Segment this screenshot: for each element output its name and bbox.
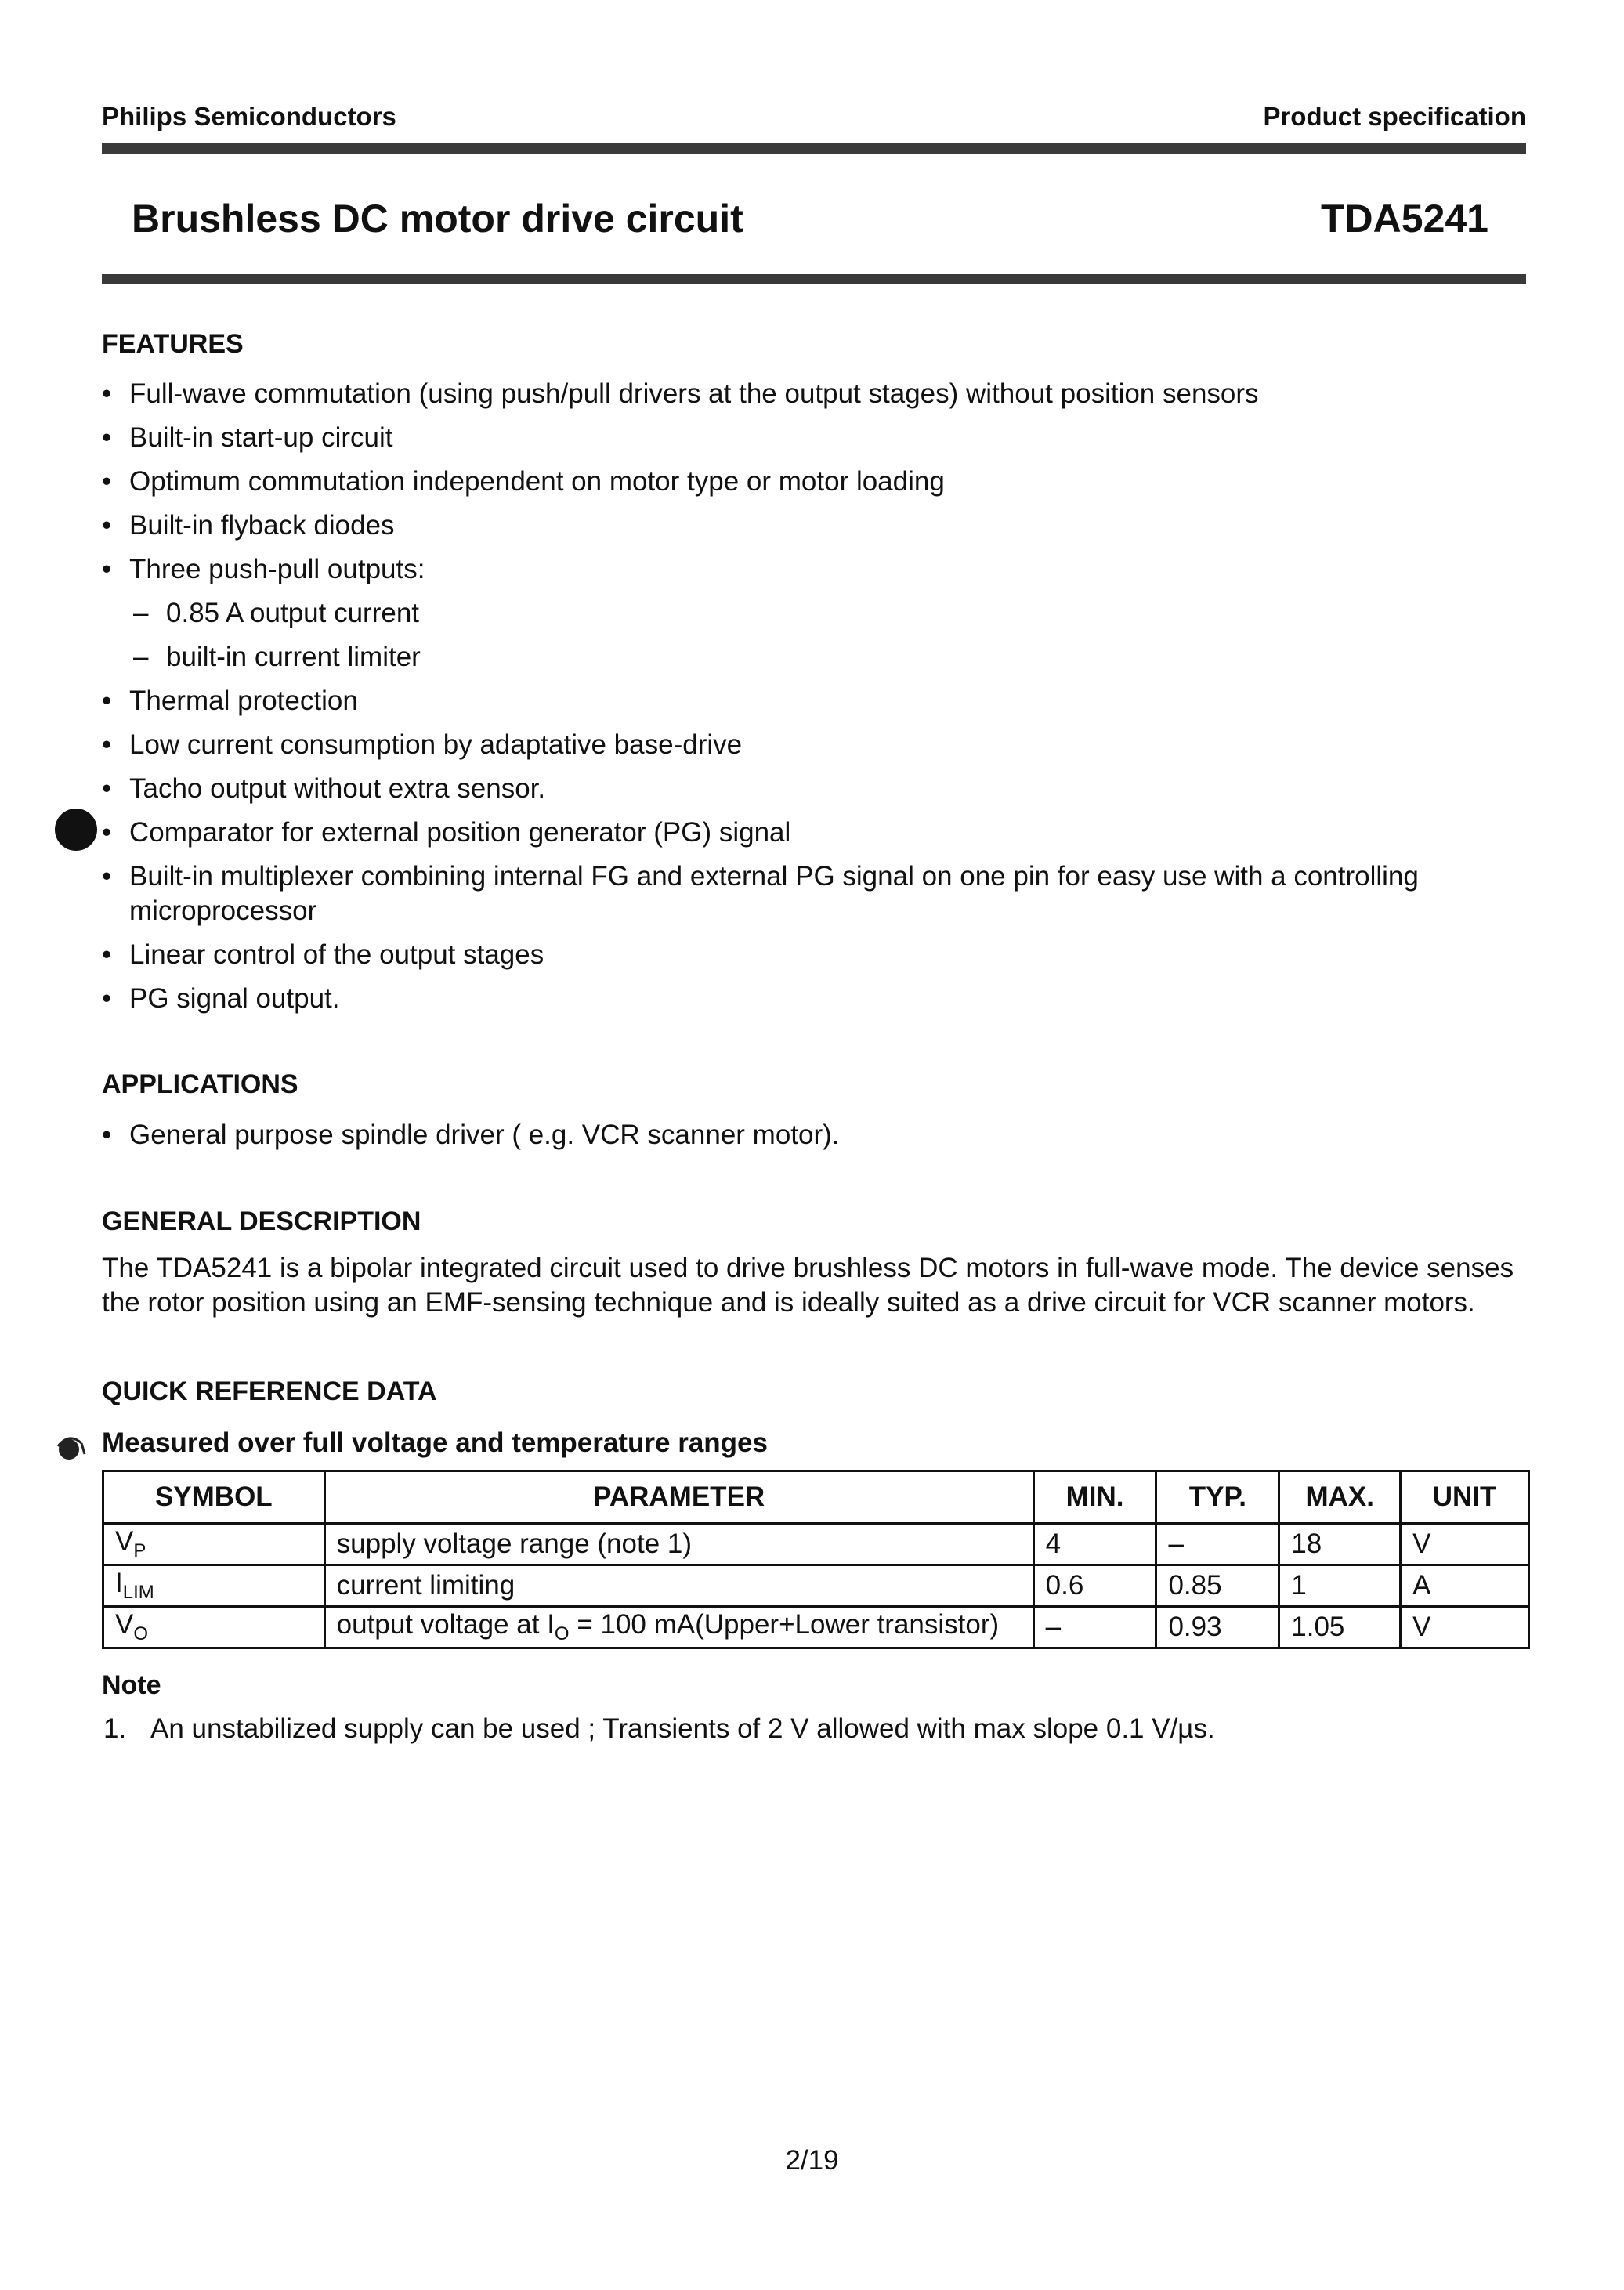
column-header: PARAMETER <box>324 1471 1033 1524</box>
column-header: MIN. <box>1033 1471 1156 1524</box>
min-cell: 0.6 <box>1033 1565 1156 1607</box>
table-row <box>103 1607 1529 1648</box>
title-rule <box>102 274 1526 284</box>
note-heading: Note <box>102 1670 161 1700</box>
part-number: TDA5241 <box>1321 197 1488 241</box>
typ-cell: 0.85 <box>1156 1565 1279 1607</box>
symbol-cell: $I_{LIM}$ <box>103 1565 325 1607</box>
header-rule <box>102 143 1526 154</box>
table-row <box>103 1565 1529 1607</box>
column-header: SYMBOL <box>103 1471 325 1524</box>
max-cell: 1 <box>1279 1565 1401 1607</box>
unit-cell: A <box>1401 1565 1529 1607</box>
symbol-cell: $V_P$ <box>103 1524 325 1565</box>
table-row <box>103 1524 1529 1565</box>
max-cell: 1.05 <box>1279 1607 1401 1648</box>
typ-cell: – <box>1156 1524 1279 1565</box>
table-header-row <box>103 1471 1529 1524</box>
quick-reference-heading: QUICK REFERENCE DATA <box>102 1377 437 1406</box>
unit-cell: V <box>1401 1607 1529 1648</box>
note-number: 1. <box>103 1713 127 1744</box>
min-cell: – <box>1033 1607 1156 1648</box>
unit-cell: V <box>1401 1524 1529 1565</box>
features-heading: FEATURES <box>102 329 244 359</box>
quick-reference-subheading: Measured over full voltage and temperature ranges <box>102 1427 768 1458</box>
min-cell: 4 <box>1033 1524 1156 1565</box>
parameter-cell: supply voltage range (note 1) <box>324 1524 1033 1565</box>
applications-heading: APPLICATIONS <box>102 1069 298 1099</box>
general-description-text: The TDA5241 is a bipolar integrated circuit used to drive brushless DC motors in full-wave mode. The device senses the rotor position using an EMF-sensing technique and is ideally suited as a drive circuit for VCR scanner motors. <box>102 1253 1514 1318</box>
column-header: TYP. <box>1156 1471 1279 1524</box>
column-header: UNIT <box>1401 1471 1529 1524</box>
page-number: 2/19 <box>785 2145 839 2176</box>
document-type: Product specification <box>1263 102 1526 131</box>
note-text: An unstabilized supply can be used ; Transients of 2 V allowed with max slope 0.1 V/µs. <box>150 1713 1215 1744</box>
max-cell: 18 <box>1279 1524 1401 1565</box>
revision-icon <box>52 1431 88 1467</box>
parameter-cell: output voltage at $I_O = 100$ mA(Upper+Lower transistor) <box>324 1607 1033 1648</box>
company-name: Philips Semiconductors <box>102 102 396 131</box>
typ-cell: 0.93 <box>1156 1607 1279 1648</box>
quick-reference-table <box>102 1470 1530 1649</box>
symbol-cell: $V_O$ <box>103 1607 325 1648</box>
document-title: Brushless DC motor drive circuit <box>132 197 743 241</box>
column-header: MAX. <box>1279 1471 1401 1524</box>
revision-mark <box>55 809 97 851</box>
general-description-heading: GENERAL DESCRIPTION <box>102 1207 421 1236</box>
parameter-cell: current limiting <box>324 1565 1033 1607</box>
